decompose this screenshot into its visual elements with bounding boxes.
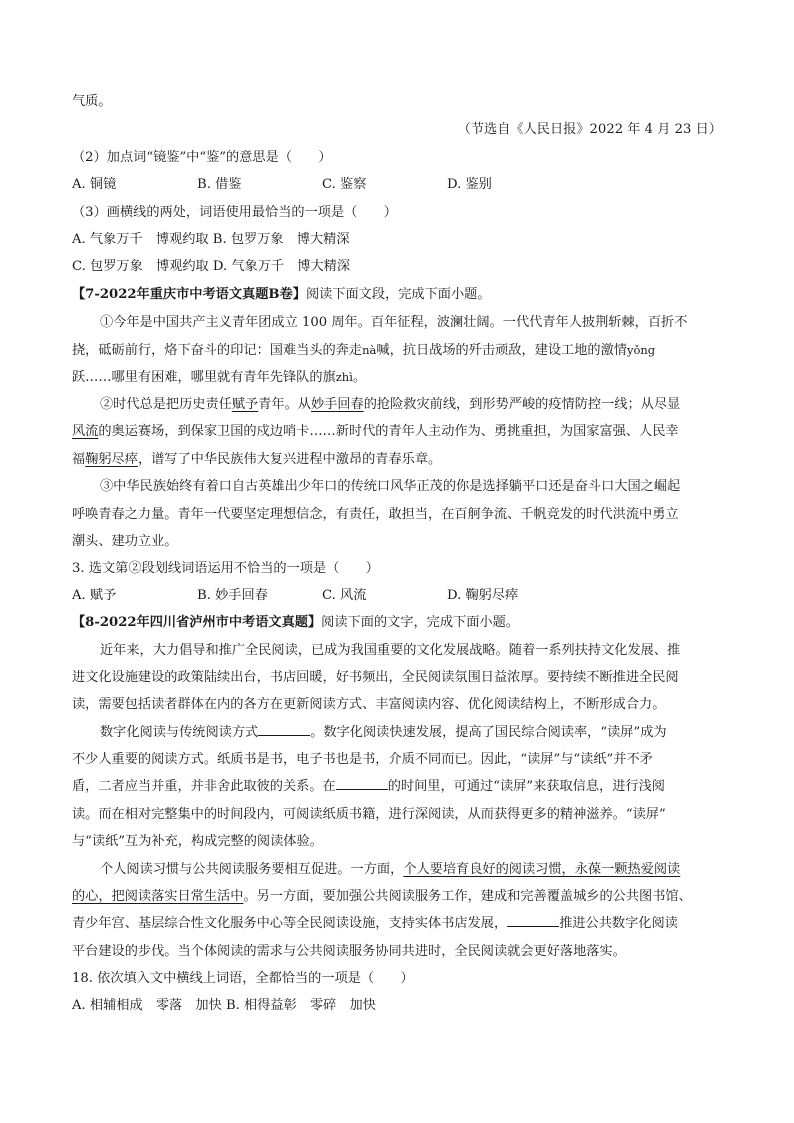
text-run: 盾，二者应当并重，并非舍此取彼的关系。在 [72, 779, 336, 794]
paragraph-line: ③中华民族始终有着口自古英雄出少年口的传统口风华正茂的你是选择躺平口还是奋斗口大国之崛起 [100, 479, 681, 494]
paragraph-line [100, 860, 722, 880]
fill-blank-2[interactable] [336, 777, 388, 790]
paragraph-line [72, 914, 722, 934]
question-3-options-row1[interactable]: A. 气象万千 博观约取 B. 包罗万象 博大精深 [72, 232, 350, 247]
question-3-stem: （3）画横线的两处，词语使用最恰当的一项是（ ） [72, 205, 397, 220]
section-7-header [72, 285, 722, 305]
underlined-term: 赋予 [231, 397, 259, 412]
paragraph-line: 呼唤青春之力量。青年一代要坚定理想信念，有责任，敢担当，在百舸争流、千帆竞发的时代洪流中勇立 [72, 507, 679, 522]
text-run: 福 [72, 452, 86, 467]
text-run: 推进公共数字化阅读 [559, 916, 678, 931]
underlined-term: 妙手回春 [311, 397, 364, 412]
pinyin-blank: yǒng [626, 343, 656, 357]
option-d[interactable]: D. 鞠躬尽瘁 [447, 588, 519, 603]
text-run: 挠，砥砺前行，烙下奋斗的印记：国难当头的奔走 [72, 343, 363, 358]
section-7-intro: 阅读下面文段，完成下面小题。 [305, 287, 491, 302]
text-run: ，谱写了中华民族伟大复兴进程中激昂的青春乐章。 [137, 452, 442, 467]
text-run: 。 [352, 370, 367, 385]
text-run: 数字化阅读与传统阅读方式 [100, 725, 259, 740]
paragraph-line: 平台建设的步伐。当个体阅读的需求与公共阅读服务协同共进时，全民阅读就会更好落地落实。 [72, 944, 626, 959]
question-18-stem: 18. 依次填入文中横线上词语，全都恰当的一项是（ ） [72, 971, 414, 986]
option-a[interactable]: A. 赋予 [72, 588, 117, 603]
paragraph-line [72, 450, 722, 470]
text-run: 青少年宫、基层综合性文化服务中心等全民阅读设施，支持实体书店发展， [72, 916, 508, 931]
fill-blank-1[interactable] [258, 723, 310, 736]
text-run: 喊，抗日战场的歼击顽敌，建设工地的激情 [376, 343, 627, 358]
paragraph-line [72, 340, 722, 361]
option-c[interactable]: C. 风流 [322, 588, 367, 603]
option-b[interactable]: B. 妙手回春 [197, 588, 268, 603]
paragraph-line: 与“读纸”互为补充，构成完整的阅读体验。 [72, 834, 323, 849]
paragraph-line: 不少人重要的阅读方式。纸质书是书，电子书也是书，介质不同而已。因此，“读屏”与“读纸”并不矛 [72, 752, 653, 767]
option-b[interactable]: B. 借鉴 [197, 177, 242, 192]
paragraph-line: 读。而在相对完整集中的时间段内，可阅读纸质书籍，进行深阅读，从而获得更多的精神滋养。“读屏” [72, 807, 666, 822]
question-2-options [72, 175, 722, 195]
paragraph-line [72, 422, 722, 442]
text-run: 跃……哪里有困难，哪里就有青年先锋队的旗 [72, 370, 336, 385]
option-c[interactable]: C. 鉴察 [322, 177, 367, 192]
paragraph-line [72, 777, 722, 797]
question-18-options-row1[interactable]: A. 相辅相成 零落 加快 B. 相得益彰 零碎 加快 [72, 998, 376, 1013]
question-2-stem: （2）加点词“镜鉴”中“鉴”的意思是（ ） [72, 150, 332, 165]
underlined-sentence: 的心，把阅读落实日常生活中 [72, 889, 244, 904]
option-a[interactable]: A. 铜镜 [72, 177, 117, 192]
paragraph-line [100, 723, 722, 743]
section-8-intro: 阅读下面的文字，完成下面小题。 [321, 615, 519, 630]
underlined-sentence: 个人要培育良好的阅读习惯，永葆一颗热爱阅读 [403, 862, 681, 877]
section-8-tag: 【8-2022年四川省泸州市中考语文真题】 [72, 615, 322, 630]
paragraph-line [100, 395, 722, 415]
text-run: 的时间里，可通过“读屏”来获取信息，进行浅阅 [387, 779, 665, 794]
paragraph-line [72, 887, 722, 907]
pinyin-blank: zhì [335, 370, 353, 384]
option-d[interactable]: D. 鉴别 [447, 177, 492, 192]
paragraph-line [72, 367, 722, 388]
text-run: 的奥运赛场，到保家卫国的戍边哨卡……新时代的青年人主动作为、勇挑重担，为国家富强、人民幸 [98, 424, 679, 439]
paragraph-line: 读，需要包括读者群体在内的各方在更新阅读方式、丰富阅读内容、优化阅读结构上，不断形成合力。 [72, 697, 666, 712]
question-3-options-row2[interactable]: C. 包罗万象 博观约取 D. 气象万千 博大精深 [72, 259, 351, 274]
underlined-term: 风流 [72, 424, 99, 439]
text-run: 的抢险救灾前线，到形势严峻的疫情防控一线；从尽显 [363, 397, 681, 412]
text-run: 青年。从 [258, 397, 311, 412]
section-8-header [72, 613, 722, 633]
paragraph-line: 近年来，大力倡导和推广全民阅读，已成为我国重要的文化发展战略。随着一系列扶持文化发展、推 [100, 643, 681, 658]
text-run: 个人阅读习惯与公共阅读服务要相互促进。一方面， [100, 862, 404, 877]
text-run: ②时代总是把历史责任 [100, 397, 232, 412]
paragraph-line: ①今年是中国共产主义青年团成立 100 周年。百年征程，波澜壮阔。一代代青年人披荆斩棘，百折不 [100, 315, 688, 330]
section-7-tag: 【7-2022年重庆市中考语文真题B卷】 [72, 287, 306, 302]
underlined-term: 鞠躬尽瘁 [85, 452, 138, 467]
source-citation: （节选自《人民日报》2022 年 4 月 23 日） [457, 122, 722, 137]
text-run: 。另一方面，要加强公共阅读服务工作，建成和完善覆盖城乡的公共图书馆、 [243, 889, 692, 904]
pinyin-blank: nà [362, 343, 377, 357]
text-run: 。数字化阅读快速发展，提高了国民综合阅读率，“读屏”成为 [310, 725, 667, 740]
text-line: 气质。 [72, 94, 112, 109]
question-3b-options [72, 586, 722, 606]
fill-blank-3[interactable] [507, 914, 559, 927]
paragraph-line: 进文化设施建设的政策陆续出台，书店回暖，好书频出，全民阅读氛围日益浓厚。要持续不断推进全民阅 [72, 670, 679, 685]
question-3b-stem: 3. 选文第②段划线词语运用不恰当的一项是（ ） [72, 561, 379, 576]
paragraph-line: 潮头、建功立业。 [72, 534, 178, 549]
